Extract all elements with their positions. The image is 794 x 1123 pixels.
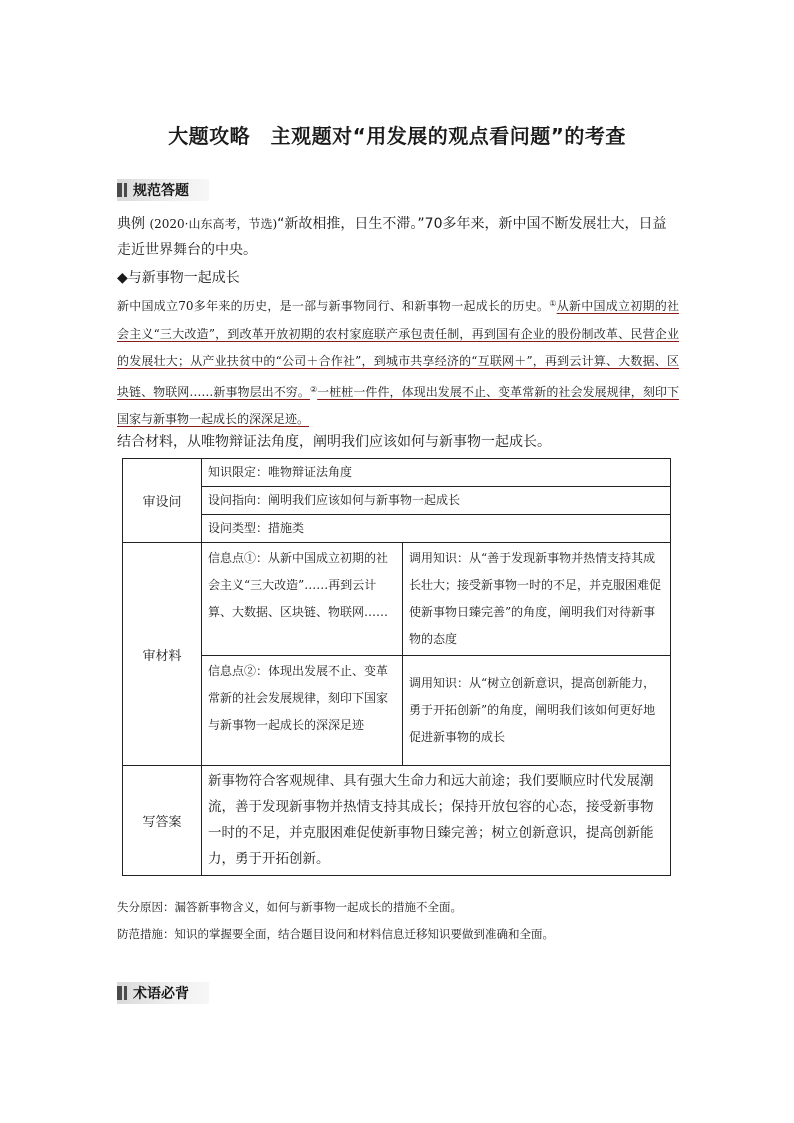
section-marker-icon: [117, 183, 127, 197]
section-marker-icon: [117, 986, 127, 1000]
row-head-shen-cailiao: 审材料: [123, 543, 202, 766]
marker-2: ②: [309, 384, 318, 394]
prevention-measures: 防范措施：知识的掌握要全面，结合题目设问和材料信息迁移知识要做到准确和全面。: [117, 927, 554, 941]
material-passage: [117, 290, 679, 434]
passage-underlined-2: 一桩桩一件件，体现出发展不止、变革常新的社会发展规律，刻印下国家与新事物一起成长的深深足迹。: [117, 384, 679, 426]
cell-knowledge-1: 调用知识：从“善于发现新事物并热情支持其成长壮大；接受新事物一时的不足，并克服困难促使新事物日臻完善”的角度，阐明我们对待新事物的态度: [403, 543, 671, 656]
section-header-guifan: [117, 179, 209, 201]
cell-info-1: 信息点①：从新中国成立初期的社会主义“三大改造”……再到云计算、大数据、区块链、物联网……: [202, 543, 403, 656]
topic-line: ◆与新事物一起成长: [117, 270, 240, 286]
analysis-table: [122, 458, 671, 876]
example-quote: “新故相推，日生不滞。”70多年来，新中国不断发展壮大，日益走近世界舞台的中央。: [117, 216, 667, 258]
passage-intro: 新中国成立70多年来的历史，是一部与新事物同行、和新事物一起成长的历史。: [117, 299, 550, 313]
example-source: (2020·山东高考，节选): [149, 217, 278, 231]
marker-1: ①: [549, 299, 557, 308]
cell-knowledge-2: 调用知识：从“树立创新意识，提高创新能力，勇于开拓创新”的角度，阐明我们该如何更好地促进新事物的成长: [403, 656, 671, 766]
section-header-shuyu: [117, 982, 209, 1004]
cell-info-2: 信息点②：体现出发展不止、变革常新的社会发展规律，刻印下国家与新事物一起成长的深深足迹: [202, 656, 403, 766]
section-label: 规范答题: [133, 183, 189, 199]
passage-underlined-1: 从新中国成立初期的社会主义“三大改造”，到改革开放初期的农村家庭联产承包责任制，再到国有企业的股份制改革、民营企业的发展壮大；从产业扶贫中的“公司＋合作社”，到城市共享经济的“互联网＋”，再到云计算、大数据、区块链、物联网……新事物层出不穷。: [117, 299, 679, 399]
row-head-shen-sheyi: 审设问: [123, 459, 202, 543]
section-label: 术语必背: [133, 986, 189, 1002]
cell-leixing: 设问类型：措施类: [202, 515, 671, 543]
cell-zhixiang: 设问指向：阐明我们应该如何与新事物一起成长: [202, 487, 671, 515]
cell-answer: 新事物符合客观规律、具有强大生命力和远大前途；我们要顺应时代发展潮流，善于发现新事物并热情支持其成长；保持开放包容的心态，接受新事物一时的不足，并克服困难促使新事物日臻完善；树立创新意识，提高创新能力，勇于开拓创新。: [202, 766, 671, 876]
loss-reason: 失分原因：漏答新事物含义，如何与新事物一起成长的措施不全面。: [117, 900, 462, 914]
question-text: 结合材料，从唯物辩证法角度，阐明我们应该如何与新事物一起成长。: [117, 434, 551, 450]
example-intro: [117, 211, 677, 263]
example-label: 典例: [117, 216, 145, 232]
row-head-xie-daan: 写答案: [123, 766, 202, 876]
page-title: 大题攻略 主观题对“用发展的观点看问题”的考查: [168, 124, 626, 148]
cell-zhishi: 知识限定：唯物辩证法角度: [202, 459, 671, 487]
